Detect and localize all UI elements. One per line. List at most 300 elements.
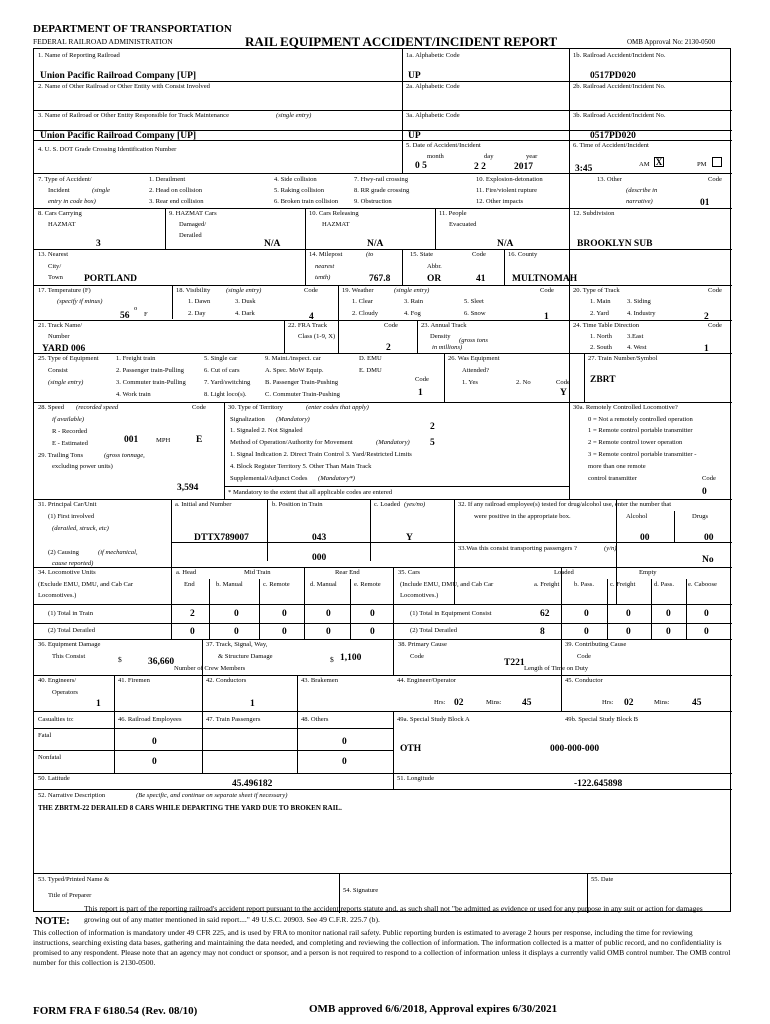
equipment-damage-value[interactable]: 36,660 (148, 657, 175, 667)
loco-total-rear-remote[interactable]: 0 (370, 609, 375, 619)
accident-type-code[interactable]: 01 (700, 198, 710, 208)
f25-optE: E. DMU (359, 367, 382, 374)
f45-hrs-label: Hrs: (602, 699, 614, 706)
first-car-loaded[interactable]: Y (406, 533, 413, 543)
f35-col-b: b. Pass. (574, 581, 594, 588)
conductor-mins[interactable]: 45 (692, 698, 702, 708)
f3-note: (single entry) (276, 112, 312, 119)
cars-total-loaded-freight[interactable]: 62 (540, 609, 550, 619)
cars-derailed-loaded-freight[interactable]: 8 (540, 627, 545, 637)
f34-manual: b. Manual (216, 581, 243, 588)
causing-car-position[interactable]: 000 (312, 553, 327, 563)
f3b-label: 3b. Railroad Accident/Incident No. (573, 112, 666, 119)
f20-opt1: 1. Main (590, 298, 611, 305)
f35-col-c: c. Freight (610, 581, 636, 588)
f30-mand2: (Mandatory) (376, 439, 410, 446)
f7-opt6: 6. Broken train collision (274, 198, 339, 205)
report-form (33, 48, 731, 912)
county-value[interactable]: MULTNOMAH (512, 274, 578, 284)
f38-sub: Code (410, 653, 424, 660)
conductor-hrs[interactable]: 02 (624, 698, 634, 708)
f30-method-opts1: 1. Signal Indication 2. Direct Train Control 3. Yard/Restricted Limits (230, 451, 412, 458)
f7-other: 13. Other (597, 176, 622, 183)
f28-code-label: Code (192, 404, 206, 411)
f25-optB: B. Passenger Train-Pushing (265, 379, 339, 386)
f44-label: 44. Engineer/Operator (397, 677, 456, 684)
reporting-railroad-value[interactable]: Union Pacific Railroad Company [UP] (40, 71, 197, 81)
f25-opt3: 3. Commuter train-Pulling (116, 379, 186, 386)
f27-label: 27. Train Number/Symbol (588, 355, 658, 362)
cars-carrying-hazmat[interactable]: 3 (96, 239, 101, 249)
f13-label: 13. Nearest (38, 251, 69, 258)
f25-opt8: 8. Light loco(s). (204, 391, 247, 398)
f34-mid: Mid Train (244, 569, 271, 576)
omb-approval: OMB Approval No: 2130-0500 (627, 38, 716, 46)
f43-label: 43. Brakemen (301, 677, 338, 684)
f3-label: 3. Name of Railroad or Other Entity Responsible for Track Maintenance (38, 112, 229, 119)
f8-label: 8. Cars Carrying (38, 210, 82, 217)
f23-sub3: in millions) (432, 344, 463, 351)
f9-sub2: Derailed (179, 232, 202, 239)
f17-sub: (specify if minus) (57, 298, 103, 305)
longitude-value[interactable]: -122.645898 (574, 779, 623, 789)
loco-derailed-rear-remote[interactable]: 0 (370, 627, 375, 637)
fra-track-class[interactable]: 2 (386, 343, 391, 353)
engineers-count[interactable]: 1 (96, 699, 101, 709)
f7-entry: entry in code box) (48, 198, 96, 205)
accident-time[interactable]: 3:45 (575, 164, 593, 174)
f1b-label: 1b. Railroad Accident/Incident No. (573, 52, 666, 59)
f7-single: (single (92, 187, 110, 194)
accident-month[interactable]: 0 5 (415, 161, 427, 171)
f19-opt5: 5. Sleet (464, 298, 484, 305)
state-code[interactable]: 41 (476, 274, 486, 284)
remote-control-code[interactable]: 0 (702, 487, 707, 497)
f5-month-label: month (427, 153, 444, 160)
f18-opt1: 1. Dawn (188, 298, 211, 305)
f52-label: 52. Narrative Description (38, 792, 106, 799)
f39-sub: Code (577, 653, 591, 660)
f5-year-label: year (526, 153, 538, 160)
f19-opt2: 2. Cloudy (352, 310, 379, 317)
am-checkbox[interactable]: X (655, 157, 663, 167)
f35-sub2: Locomotives.) (400, 592, 439, 599)
f28-label: 28. Speed (38, 404, 65, 411)
f35-sub1: (Include EMU, DMU, and Cab Car (400, 581, 494, 588)
f8-sub: HAZMAT (48, 221, 76, 228)
alcohol-positive[interactable]: 00 (640, 533, 650, 543)
loco-derailed-mid-manual[interactable]: 0 (234, 627, 239, 637)
f25-optC: C. Commuter Train-Pushing (265, 391, 340, 398)
form-number: FORM FRA F 6180.54 (Rev. 08/10) (33, 1005, 198, 1017)
engineer-hrs[interactable]: 02 (454, 698, 464, 708)
f33-note: (y/n) (604, 545, 617, 552)
speed-value[interactable]: 001 (124, 435, 139, 445)
loco-total-head[interactable]: 2 (190, 609, 195, 619)
f7-opt9: 9. Obstruction (354, 198, 392, 205)
f30-note: (enter codes that apply) (306, 404, 369, 411)
f31-sub4: cause reported) (52, 560, 94, 567)
accident-year[interactable]: 2017 (514, 162, 533, 172)
f32-label2: were positive in the appropriate box. (474, 513, 571, 520)
f35-row1: (1) Total in Equipment Consist (410, 610, 492, 617)
f24-opt3: 3.East (627, 333, 644, 340)
f30-method: Method of Operation/Authority for Movement (230, 439, 353, 446)
omb-approval-footer: OMB approved 6/6/2018, Approval expires 6/30/2021 (309, 1003, 558, 1015)
cars-total-empty-freight[interactable]: 0 (626, 609, 631, 619)
cars-derailed-loaded-pass[interactable]: 0 (584, 627, 589, 637)
f54-label: 54. Signature (343, 887, 379, 894)
f34-remote: c. Remote (263, 581, 290, 588)
f25-label: 25. Type of Equipment (38, 355, 99, 362)
f36-label: 36. Equipment Damage (38, 641, 101, 648)
study-block-b[interactable]: 000-000-000 (550, 744, 600, 754)
f34-label: 34. Locomotive Units (38, 569, 96, 576)
f30a-opt3b: more than one remote (588, 463, 646, 470)
f22-sub: Class (1-9, X) (298, 333, 336, 340)
drugs-positive[interactable]: 00 (704, 533, 714, 543)
engineer-mins[interactable]: 45 (522, 698, 532, 708)
f55-label: 55. Date (591, 876, 614, 883)
f34-head2: End (184, 581, 195, 588)
am-label: AM (639, 161, 650, 168)
f17-unit: F (144, 311, 148, 318)
first-car-position[interactable]: 043 (312, 533, 327, 543)
f41-label: 41. Firemen (118, 677, 150, 684)
f14-sub3: tenth) (315, 274, 331, 281)
f11-sub: Evacuated (449, 221, 477, 228)
study-block-a[interactable]: OTH (400, 744, 422, 754)
f7-opt7: 7. Hwy-rail crossing (354, 176, 409, 183)
f24-opt1: 1. North (590, 333, 612, 340)
f18-opt4: 4. Dark (235, 310, 255, 317)
loco-derailed-mid-remote[interactable]: 0 (282, 627, 287, 637)
f30a-label: 30a. Remotely Controlled Locomotive? (573, 404, 678, 411)
f31-label: 31. Principal Car/Unit (38, 501, 97, 508)
f36-currency: $ (118, 655, 122, 664)
alcohol-label: Alcohol (626, 513, 648, 520)
f24-code-label: Code (708, 322, 722, 329)
latitude-value[interactable]: 45.496182 (232, 779, 273, 789)
nonfatal-employees[interactable]: 0 (152, 757, 157, 767)
f7-opt5: 5. Raking collision (274, 187, 325, 194)
f13-sub1: City/ (48, 263, 62, 270)
f24-label: 24. Time Table Direction (573, 322, 640, 329)
first-car-number[interactable]: DTTX789007 (194, 533, 249, 543)
f18-opt3: 3. Dusk (235, 298, 256, 305)
pm-checkbox[interactable] (712, 157, 722, 167)
cars-releasing-hazmat[interactable]: N/A (367, 239, 384, 249)
f31-sub3b: (if mechanical, (98, 549, 138, 556)
f34-head: a. Head (176, 569, 197, 576)
f10-sub: HAZMAT (322, 221, 350, 228)
subdivision-value[interactable]: BROOKLYN SUB (577, 239, 653, 249)
track-name-value[interactable]: YARD 006 (42, 344, 86, 354)
f36-sub: This Consist (52, 653, 86, 660)
f30a-opt3c: control transmitter (588, 475, 637, 482)
f5-label: 5. Date of Accident/Incident (406, 142, 481, 149)
f30-footnote: * Mandatory to the extent that all applicable codes are entered (228, 489, 393, 496)
f23-label: 23. Annual Track (421, 322, 467, 329)
loco-derailed-rear-manual[interactable]: 0 (326, 627, 331, 637)
f24-opt4: 4. West (627, 344, 647, 351)
f30-sig-opts: 1. Signaled 2. Not Signaled (230, 427, 303, 434)
f34-remote2: e. Remote (354, 581, 381, 588)
f34-sub2: Locomotives.) (38, 592, 77, 599)
f35-col-a: a. Freight (534, 581, 560, 588)
f28-note: (recorded speed (76, 404, 119, 411)
f25-opt2: 2. Passenger train-Pulling (116, 367, 184, 374)
f31-col-a: a. Initial and Number (175, 501, 232, 508)
f42-label: 42. Conductors (206, 677, 247, 684)
f25-opt4: 4. Work train (116, 391, 151, 398)
f6-label: 6. Time of Accident/Incident (573, 142, 649, 149)
administration-heading: FEDERAL RAILROAD ADMINISTRATION (33, 37, 173, 46)
method-code[interactable]: 5 (430, 438, 435, 448)
f1a-label: 1a. Alphabetic Code (406, 52, 460, 59)
f40-label: 40. Engineers/ (38, 677, 77, 684)
people-evacuated[interactable]: N/A (497, 239, 514, 249)
f7-opt1: 1. Derailment (149, 176, 186, 183)
accident-day[interactable]: 2 2 (474, 162, 486, 172)
f23-sub1: Density (430, 333, 451, 340)
f26-label: 26. Was Equipment (448, 355, 500, 362)
f7-opt4: 4. Side collision (274, 176, 317, 183)
f37-label: 37. Track, Signal, Way, (206, 641, 268, 648)
f35-col-e: e. Caboose (688, 581, 717, 588)
f37-sub: & Structure Damage (218, 653, 273, 660)
temperature-value[interactable]: 56 (120, 311, 130, 321)
f34-row1: (1) Total in Train (48, 610, 94, 617)
f7-incident: Incident (48, 187, 70, 194)
f50-label: 50. Latitude (38, 775, 70, 782)
f11-label: 11. People (439, 210, 467, 217)
f53-label: 53. Typed/Printed Name & (38, 876, 110, 883)
conductors-count[interactable]: 1 (250, 699, 255, 709)
f28-sub3: E - Estimated (52, 440, 88, 447)
paperwork-notice: This collection of information is mandatory under 49 CFR 225, and is used by FRA to monitor national rail safety. Public reporting burden is estimated to average 2 hours per response, including the time for reviewing instructions, searching existing data bases, gathering and maintaining the data needed, and completing and reviewing the collection of information. The information collected is a matter of public record, and no confidentiality is promised to any respondent. Please note that an agency may not conduct or sponsor, and a person is not required to respond to a collection of information unless it displays a currently valid OMB control number. The OMB control number for this collection is 2130-0500. (33, 928, 731, 968)
f25-opt6: 6. Cut of cars (204, 367, 240, 374)
f25-sub2: (single entry) (48, 379, 84, 386)
track-type-code[interactable]: 2 (704, 312, 709, 322)
f19-opt3: 3. Rain (404, 298, 424, 305)
f16-label: 16. County (508, 251, 538, 258)
f53-sub: Title of Preparer (48, 892, 92, 899)
cars-total-empty-pass[interactable]: 0 (666, 609, 671, 619)
loco-total-mid-manual[interactable]: 0 (234, 609, 239, 619)
signalization-code[interactable]: 2 (430, 422, 435, 432)
alphabetic-code-1a[interactable]: UP (408, 71, 421, 81)
f21-label: 21. Track Name/ (38, 322, 83, 329)
f49a-label: 49a. Special Study Block A (397, 716, 470, 723)
fatal-employees[interactable]: 0 (152, 737, 157, 747)
degree-symbol: o (134, 305, 138, 312)
f5-day-label: day (484, 153, 494, 160)
f25-opt9: 9. Maint./inspect. car (265, 355, 321, 362)
nearest-city[interactable]: PORTLAND (84, 274, 137, 284)
primary-cause-code[interactable]: T221 (504, 658, 525, 668)
accident-no-1b[interactable]: 0517PD020 (590, 71, 636, 81)
weather-code[interactable]: 1 (544, 312, 549, 322)
fatal-passengers[interactable]: 0 (342, 737, 347, 747)
trailing-tons[interactable]: 3,594 (177, 483, 199, 493)
f3a-label: 3a. Alphabetic Code (406, 112, 460, 119)
f49b-label: 49b. Special Study Block B (565, 716, 639, 723)
f44-hrs-label: Hrs: (434, 699, 446, 706)
f35-loaded: Loaded (554, 569, 574, 576)
f25-optD: D. EMU (359, 355, 382, 362)
f32-label: 32. If any railroad employee(s) tested for drug/alcohol use, enter the number that (458, 501, 672, 508)
timetable-direction-code[interactable]: 1 (704, 344, 709, 354)
note-label: NOTE: (35, 915, 70, 927)
f7-code-label: Code (708, 176, 722, 183)
f20-label: 20. Type of Track (573, 287, 620, 294)
f25-opt1: 1. Freight train (116, 355, 156, 362)
loco-derailed-head[interactable]: 0 (190, 627, 195, 637)
accident-no-3b[interactable]: 0517PD020 (590, 131, 636, 141)
f7-opt3: 3. Rear end collision (149, 198, 204, 205)
cars-derailed-caboose[interactable]: 0 (704, 627, 709, 637)
f19-note: (single entry) (394, 287, 430, 294)
f15-sub: Abbr. (427, 263, 442, 270)
f51-label: 51. Longitude (397, 775, 434, 782)
f34-sub1: (Exclude EMU, DMU, and Cab Car (38, 581, 134, 588)
speed-code[interactable]: E (196, 435, 203, 445)
f30a-opt0: 0 = Not a remotely controlled operation (588, 416, 693, 423)
milepost-value[interactable]: 767.8 (369, 274, 391, 284)
cars-total-loaded-pass[interactable]: 0 (584, 609, 589, 619)
f30-method-opts2: 4. Block Register Territory 5. Other Than Main Track (230, 463, 372, 470)
f20-opt3: 3. Siding (627, 298, 651, 305)
f25-code-label: Code (415, 376, 429, 383)
narrative-text[interactable]: THE ZBRTM-22 DERAILED 8 CARS WHILE DEPARTING THE YARD DUE TO BROKEN RAIL. (38, 804, 342, 812)
f28-sub2: R - Recorded (52, 428, 88, 435)
f20-opt2: 2. Yard (590, 310, 609, 317)
f30a-opt1: 1 = Remote control portable transmitter (588, 427, 693, 434)
f12-label: 12. Subdivision (573, 210, 615, 217)
f31-sub2: (derailed, struck, etc) (52, 525, 109, 532)
f44-mins-label: Mins: (486, 699, 502, 706)
pm-label: PM (697, 161, 707, 168)
f7-describe: (describe in (626, 187, 658, 194)
f26-sub: Attended? (462, 367, 490, 374)
f7-opt11: 11. Fire/violent rupture (476, 187, 538, 194)
f40-sub: Operators (52, 689, 78, 696)
track-damage-value[interactable]: 1,100 (340, 653, 362, 663)
f9-sub1: Damaged/ (179, 221, 207, 228)
drugs-label: Drugs (692, 513, 709, 520)
f52-note: (Be specific, and continue on separate sheet if necessary) (136, 792, 288, 799)
f7-opt12: 12. Other impacts (476, 198, 524, 205)
f45-mins-label: Mins: (654, 699, 670, 706)
visibility-code[interactable]: 4 (309, 312, 314, 322)
mph-label: MPH (156, 437, 171, 444)
train-number-value[interactable]: ZBRT (590, 375, 616, 385)
f38-label: 38. Primary Cause (398, 641, 447, 648)
f20-code-label: Code (708, 287, 722, 294)
f39-label: 39. Contributing Cause (565, 641, 627, 648)
f45-label: 45. Conductor (565, 677, 603, 684)
equipment-type-code[interactable]: 1 (418, 388, 423, 398)
f26-code-label: Code (556, 379, 570, 386)
f25-opt5: 5. Single car (204, 355, 238, 362)
f29-note: (gross tonnage, (104, 452, 145, 459)
f34-row2: (2) Total Derailed (48, 627, 96, 634)
f24-opt2: 2. South (590, 344, 612, 351)
cars-derailed-empty-freight[interactable]: 0 (626, 627, 631, 637)
nonfatal-passengers[interactable]: 0 (342, 757, 347, 767)
f19-opt4: 4. Fog (404, 310, 421, 317)
f35-col-d: d. Pass. (654, 581, 674, 588)
f22-label: 22. FRA Track (288, 322, 328, 329)
note-text: This report is part of the reporting railroad's accident report pursuant to the accident reports statute and, as such shall not "be admitted as evidence or used for any purpose in any suit or action for damages growing out of any matter mentioned in said report...." 49 U.S.C. 20903. See 49 C.F.R. 225.7 (b). (84, 904, 703, 924)
alphabetic-code-3a[interactable]: UP (408, 131, 421, 141)
state-abbr[interactable]: OR (427, 274, 442, 284)
f7-opt8: 8. RR grade crossing (354, 187, 410, 194)
f7-opt10: 10. Explosion-detonation (476, 176, 543, 183)
f18-label: 18. Visibility (176, 287, 211, 294)
f10-label: 10. Cars Releasing (309, 210, 359, 217)
f14-sub2: nearest (315, 263, 335, 270)
passengers-value[interactable]: No (702, 555, 714, 565)
cars-derailed-empty-pass[interactable]: 0 (666, 627, 671, 637)
f19-opt1: 1. Clear (352, 298, 373, 305)
f21-sub: Number (48, 333, 70, 340)
f29-sub: excluding power units) (52, 463, 113, 470)
f7-narrative: narrative) (626, 198, 653, 205)
f18-opt2: 2. Day (188, 310, 206, 317)
nonfatal-label: Nonfatal (38, 754, 62, 761)
f25-sub1: Consist (48, 367, 68, 374)
f29-label: 29. Trailing Tons (38, 452, 84, 459)
f25-optA: A. Spec. MoW Equip. (265, 367, 324, 374)
f14-label: 14. Milepost (309, 251, 343, 258)
f33-label: 33.Was this consist transporting passengers ? (458, 545, 577, 552)
f20-opt4: 4. Industry (627, 310, 656, 317)
f34-rear: Rear End (335, 569, 360, 576)
c46-label: 46. Railroad Employees (118, 716, 182, 723)
f19-label: 19. Weather (342, 287, 374, 294)
f30-label: 30. Type of Territory (228, 404, 283, 411)
f15-label: 15. State (410, 251, 434, 258)
loco-total-mid-remote[interactable]: 0 (282, 609, 287, 619)
hazmat-cars-damaged[interactable]: N/A (264, 239, 281, 249)
equipment-attended-code[interactable]: Y (560, 388, 567, 398)
f19-code-label: Code (540, 287, 554, 294)
department-heading: DEPARTMENT OF TRANSPORTATION (33, 23, 232, 35)
f30a-opt3: 3 = Remote control portable transmitter - (588, 451, 697, 458)
f13-sub2: Town (48, 274, 63, 281)
f2-label: 2. Name of Other Railroad or Other Entity with Consist Involved (38, 83, 210, 90)
f30-mand: (Mandatory) (276, 416, 310, 423)
f31-sub1: (1) First involved (48, 513, 95, 520)
f15-code-label: Code (472, 251, 486, 258)
loco-total-rear-manual[interactable]: 0 (326, 609, 331, 619)
cars-total-caboose[interactable]: 0 (704, 609, 709, 619)
f18-note: (single entry) (226, 287, 262, 294)
f30a-opt2: 2 = Remote control tower operation (588, 439, 683, 446)
f31-col-c: c. Loaded (374, 501, 400, 508)
duty-title: Length of Time on Duty (524, 665, 589, 672)
form-title: RAIL EQUIPMENT ACCIDENT/INCIDENT REPORT (245, 34, 558, 49)
f31-col-b: b. Position in Train (272, 501, 323, 508)
f19-opt6: 6. Snow (464, 310, 486, 317)
track-maintenance-railroad-value[interactable]: Union Pacific Railroad Company [UP] (40, 131, 197, 141)
f26-opt1: 1. Yes (462, 379, 478, 386)
f37-currency: $ (330, 655, 334, 664)
f2a-label: 2a. Alphabetic Code (406, 83, 460, 90)
f31-sub3: (2) Causing (48, 549, 79, 556)
